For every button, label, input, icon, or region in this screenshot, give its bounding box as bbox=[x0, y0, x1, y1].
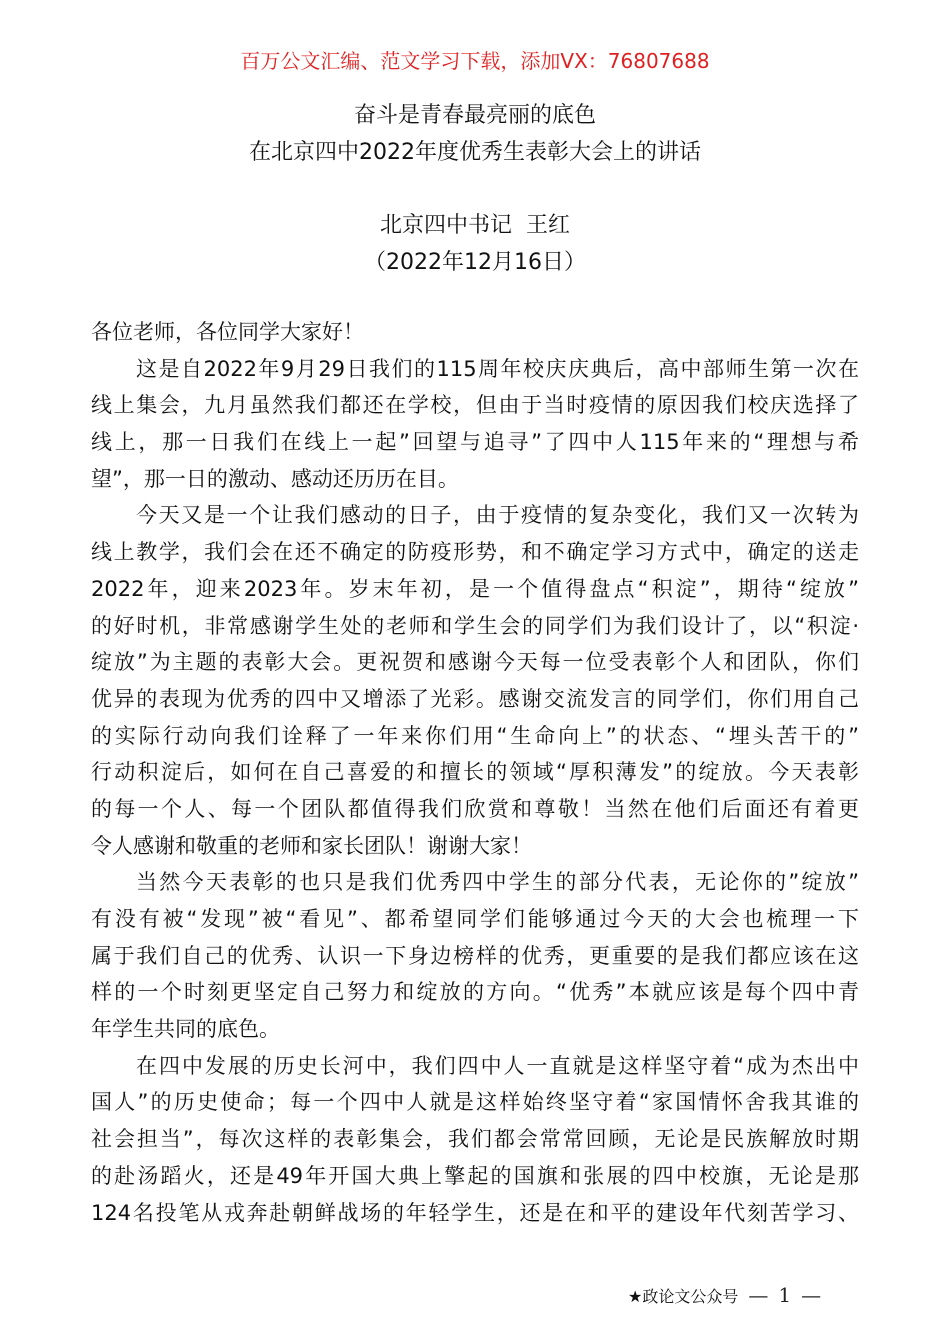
body-text-line: 的赴汤蹈火，还是49年开国大典上擎起的国旗和张展的四中校旗，无论是那 bbox=[91, 1163, 859, 1188]
watermark-banner: 百万公文汇编、范文学习下载，添加VX：76807688 bbox=[240, 49, 710, 73]
document-title: 奋斗是青春最亮丽的底色 bbox=[353, 103, 596, 128]
body-text-line: 这是自2022年9月29日我们的115周年校庆庆典后，高中部师生第一次在 bbox=[136, 356, 859, 381]
body-text-line: 的好时机，非常感谢学生处的老师和学生会的同学们为我们设计了，以“积淀· bbox=[91, 613, 859, 638]
body-text-line: 属于我们自己的优秀、认识一下身边榜样的优秀，更重要的是我们都应该在这 bbox=[91, 943, 859, 968]
page-number: 1 bbox=[778, 1283, 792, 1307]
body-text-line: 线上教学，我们会在还不确定的防疫形势，和不确定学习方式中，确定的送走 bbox=[91, 540, 859, 565]
body-text-line: 当然今天表彰的也只是我们优秀四中学生的部分代表，无论你的”绽放” bbox=[136, 870, 859, 895]
document-author: 北京四中书记 王红 bbox=[380, 213, 570, 238]
body-text-line: 2022年，迎来2023年。岁末年初，是一个值得盘点“积淀”，期待“绽放” bbox=[91, 576, 859, 601]
document-date: （2022年12月16日） bbox=[364, 250, 586, 275]
footer-source: ★政论文公众号 bbox=[628, 1286, 739, 1306]
document-body bbox=[91, 314, 859, 1231]
body-text-line: 优异的表现为优秀的四中又增添了光彩。感谢交流发言的同学们，你们用自己 bbox=[91, 686, 859, 711]
body-text-line: 望”，那一日的激动、感动还历历在目。 bbox=[91, 466, 459, 491]
body-text-line: 令人感谢和敬重的老师和家长团队！谢谢大家！ bbox=[91, 833, 532, 858]
body-text-line: 行动积淀后，如何在自己喜爱的和擅长的领域“厚积薄发”的绽放。今天表彰 bbox=[91, 760, 859, 785]
body-text-line: 样的一个时刻更坚定自己努力和绽放的方向。“优秀”本就应该是每个四中青 bbox=[91, 980, 859, 1005]
page-dash-left: — bbox=[748, 1283, 769, 1307]
body-text-line: 线上，那一日我们在线上一起”回望与追寻”了四中人115年来的“理想与希 bbox=[91, 430, 859, 455]
page-footer bbox=[628, 1283, 821, 1307]
body-text-line: 在四中发展的历史长河中，我们四中人一直就是这样坚守着“成为杰出中 bbox=[136, 1053, 859, 1078]
body-text-line: 绽放”为主题的表彰大会。更祝贺和感谢今天每一位受表彰个人和团队，你们 bbox=[91, 650, 859, 675]
document-subtitle: 在北京四中2022年度优秀生表彰大会上的讲话 bbox=[249, 140, 701, 165]
body-text-line: 124名投笔从戎奔赴朝鲜战场的年轻学生，还是在和平的建设年代刻苦学习、 bbox=[91, 1200, 859, 1225]
body-text-line: 有没有被“发现”被“看见”、都希望同学们能够通过今天的大会也梳理一下 bbox=[91, 907, 859, 931]
body-text-line: 的实际行动向我们诠释了一年来你们用“生命向上”的状态、“埋头苦干的” bbox=[91, 723, 859, 748]
body-text-line: 的每一个人、每一个团队都值得我们欣赏和尊敬！当然在他们后面还有着更 bbox=[91, 796, 859, 821]
body-text-line: 社会担当”，每次这样的表彰集会，我们都会常常回顾，无论是民族解放时期 bbox=[91, 1127, 859, 1152]
body-text-line: 各位老师，各位同学大家好！ bbox=[91, 320, 364, 344]
body-text-line: 国人”的历史使命；每一个四中人就是这样始终坚守着“家国情怀舍我其谁的 bbox=[91, 1090, 859, 1115]
body-text-line: 线上集会，九月虽然我们都还在学校，但由于当时疫情的原因我们校庆选择了 bbox=[91, 393, 859, 418]
body-text-line: 年学生共同的底色。 bbox=[91, 1017, 280, 1042]
page-dash-right: — bbox=[801, 1283, 822, 1307]
body-text-line: 今天又是一个让我们感动的日子，由于疫情的复杂变化，我们又一次转为 bbox=[136, 503, 859, 528]
